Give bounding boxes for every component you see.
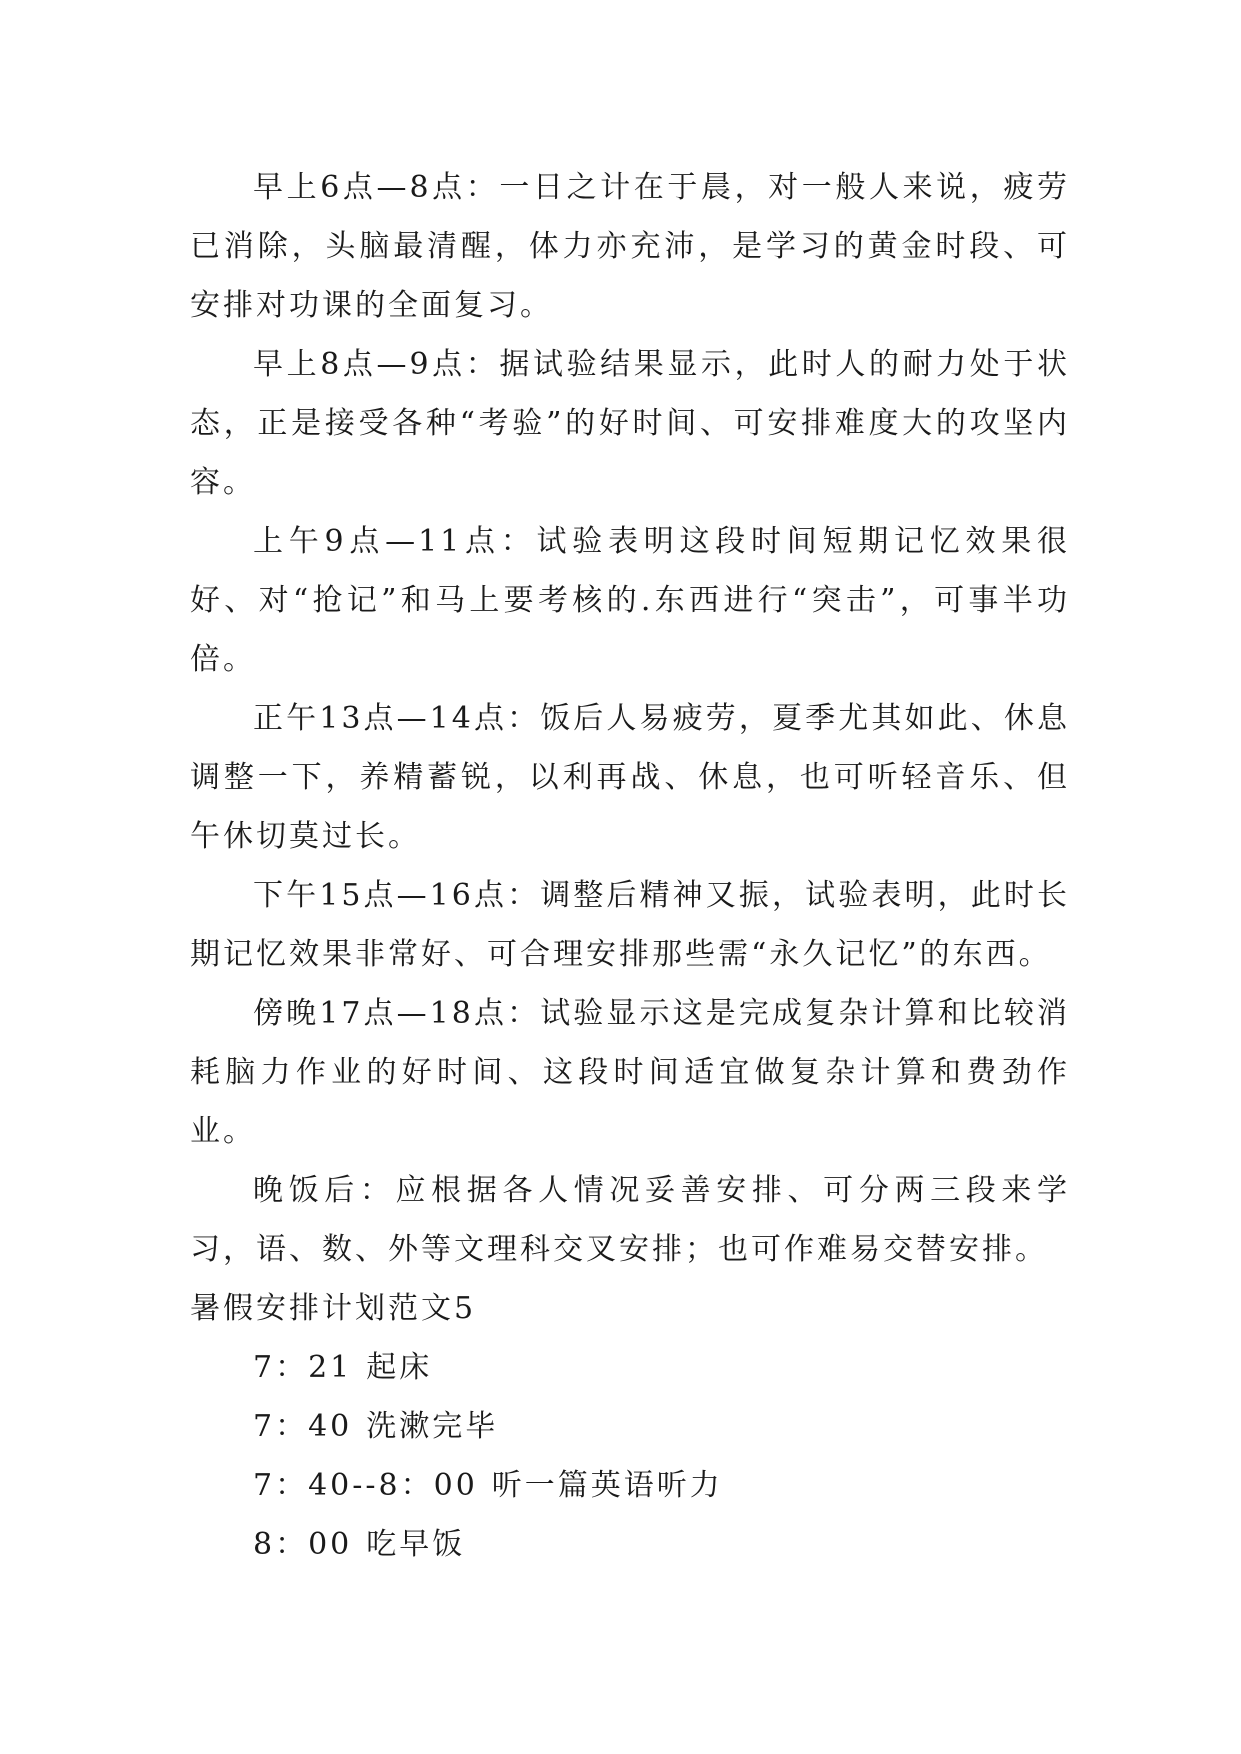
paragraph-noon-13-14: 正午13点—14点：饭后人易疲劳，夏季尤其如此、休息调整一下，养精蓄锐，以利再战、休息，也可听轻音乐、但午休切莫过长。	[190, 701, 1070, 854]
schedule-activity: 吃早饭	[366, 1527, 466, 1562]
schedule-activity: 洗漱完毕	[366, 1409, 499, 1444]
schedule-list	[190, 1338, 1070, 1574]
schedule-item	[253, 1397, 1070, 1456]
paragraph-afternoon-15-16: 下午15点—16点：调整后精神又振，试验表明，此时长期记忆效果非常好、可合理安排那些需“永久记忆”的东西。	[190, 878, 1070, 972]
schedule-activity: 听一篇英语听力	[491, 1468, 723, 1503]
schedule-item	[253, 1456, 1070, 1515]
paragraph-morning-8-9: 早上8点—9点：据试验结果显示，此时人的耐力处于状态，正是接受各种“考验”的好时间、可安排难度大的攻坚内容。	[190, 347, 1070, 500]
schedule-time: 8：00	[253, 1527, 353, 1562]
schedule-activity: 起床	[366, 1350, 433, 1385]
schedule-time: 7：40--8：00	[253, 1468, 478, 1503]
document-page	[190, 158, 1070, 1574]
paragraph-morning-6-8: 早上6点—8点：一日之计在于晨，对一般人来说，疲劳已消除，头脑最清醒，体力亦充沛，是学习的黄金时段、可安排对功课的全面复习。	[190, 170, 1070, 323]
paragraph-evening-17-18: 傍晚17点—18点：试验显示这是完成复杂计算和比较消耗脑力作业的好时间、这段时间适宜做复杂计算和费劲作业。	[190, 996, 1070, 1149]
paragraph-forenoon-9-11: 上午9点—11点：试验表明这段时间短期记忆效果很好、对“抢记”和马上要考核的.东西进行“突击”，可事半功倍。	[190, 524, 1070, 677]
paragraph-after-dinner: 晚饭后：应根据各人情况妥善安排、可分两三段来学习，语、数、外等文理科交叉安排；也可作难易交替安排。	[190, 1173, 1070, 1267]
section-title: 暑假安排计划范文5	[190, 1291, 477, 1326]
schedule-time: 7：40	[253, 1409, 353, 1444]
schedule-item	[253, 1515, 1070, 1574]
schedule-time: 7：21	[253, 1350, 353, 1385]
schedule-item	[253, 1338, 1070, 1397]
